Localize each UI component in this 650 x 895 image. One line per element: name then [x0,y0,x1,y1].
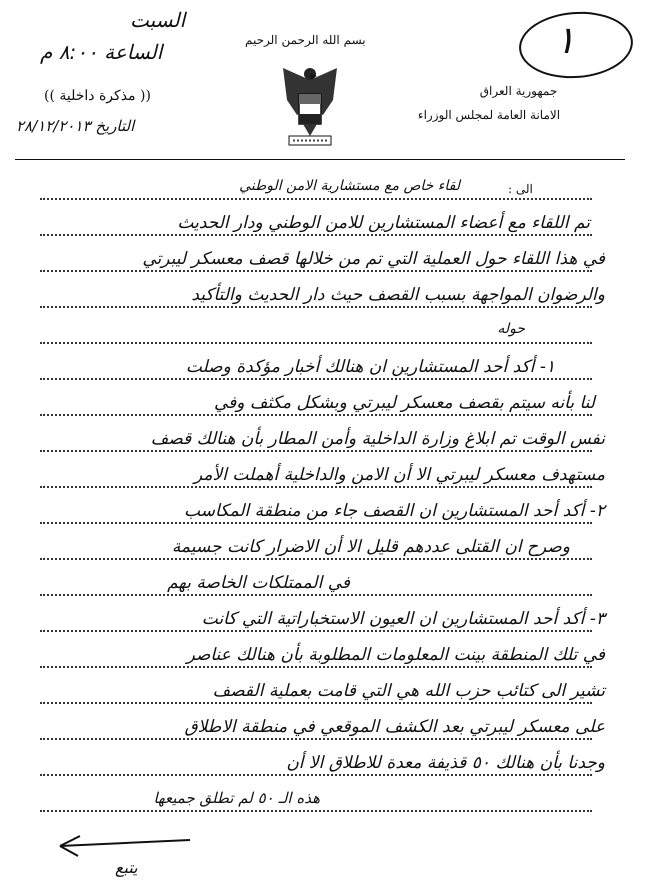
header-divider [15,159,625,160]
ruled-line [40,234,592,236]
continued-label: يتبع [115,858,138,877]
office-name: الامانة العامة لمجلس الوزراء [417,108,561,122]
ruled-line [40,342,592,344]
body-line: وجدنا بأن هنالك ٥٠ قذيفة معدة للاطلاق الا أن [286,753,605,773]
time: الساعة ٨:٠٠ م [40,40,163,64]
ruled-line [40,810,592,812]
body-line: ٢- أكد أحد المستشارين ان القصف جاء من منطقة المكاسب [184,501,605,521]
body-line: ١- أكد أحد المستشارين ان هنالك أخبار مؤكدة وصلت [185,357,555,377]
ruled-line [40,306,592,308]
iraq-eagle-emblem-icon [275,60,345,150]
ruled-line [40,774,592,776]
body-line: نفس الوقت تم ابلاغ وزارة الداخلية وأمن المطار بأن هنالك قصف [150,429,605,449]
ruled-line [40,270,592,272]
memo-type: (( مذكرة داخلية )) [44,88,151,104]
body-line: في الممتلكات الخاصة بهم [167,573,350,593]
page-number-circle [517,8,635,82]
ruled-line [40,414,592,416]
body-line: على معسكر ليبرتي بعد الكشف الموقعي في منطقة الاطلاق [184,717,605,737]
ruled-line [40,666,592,668]
ruled-line [40,738,592,740]
body-line: والرضوان المواجهة بسبب القصف حيث دار الحديث والتأكيد [191,285,605,305]
body-line: في هذا اللقاء حول العملية التي تم من خلالها قصف معسكر ليبرتي [142,249,605,269]
body-line: ٣- أكد أحد المستشارين ان العيون الاستخباراتية التي كانت [201,609,605,629]
body-line: لنا بأنه سيتم بقصف معسكر ليبرتي وبشكل مكثف وفي [213,393,595,413]
body-line: تم اللقاء مع أعضاء المستشارين للامن الوطني ودار الحديث [177,213,590,233]
ruled-line [40,630,592,632]
bismillah: بسم الله الرحمن الرحيم [245,33,366,47]
ruled-line [40,486,592,488]
ruled-line [40,378,592,380]
to-label: الى : [508,182,533,196]
date: التاريخ ٢٨/١٢/٢٠١٣ [16,117,135,135]
body-line: تشير الى كتائب حزب الله هي التي قامت بعملية القصف [212,681,605,701]
ruled-line [40,594,592,596]
ruled-line [40,522,592,524]
body-line: حوله [497,321,525,337]
subject-line: لقاء خاص مع مستشارية الامن الوطني [239,178,460,194]
country-name: جمهورية العراق [479,84,558,98]
ruled-line [40,198,592,200]
body-line: هذه الـ ٥٠ لم تطلق جميعها [153,789,320,807]
body-line: في تلك المنطقة بينت المعلومات المطلوبة بأن هنالك عناصر [186,645,605,665]
body-line: مستهدف معسكر ليبرتي الا أن الامن والداخلية أهملت الأمر [194,465,605,485]
body-line: وصرح ان القتلى عددهم قليل الا أن الاضرار كانت جسيمة [171,537,570,557]
page-number: ١ [555,18,576,62]
ruled-line [40,702,592,704]
ruled-line [40,450,592,452]
ruled-line [40,558,592,560]
day: السبت [130,8,186,32]
